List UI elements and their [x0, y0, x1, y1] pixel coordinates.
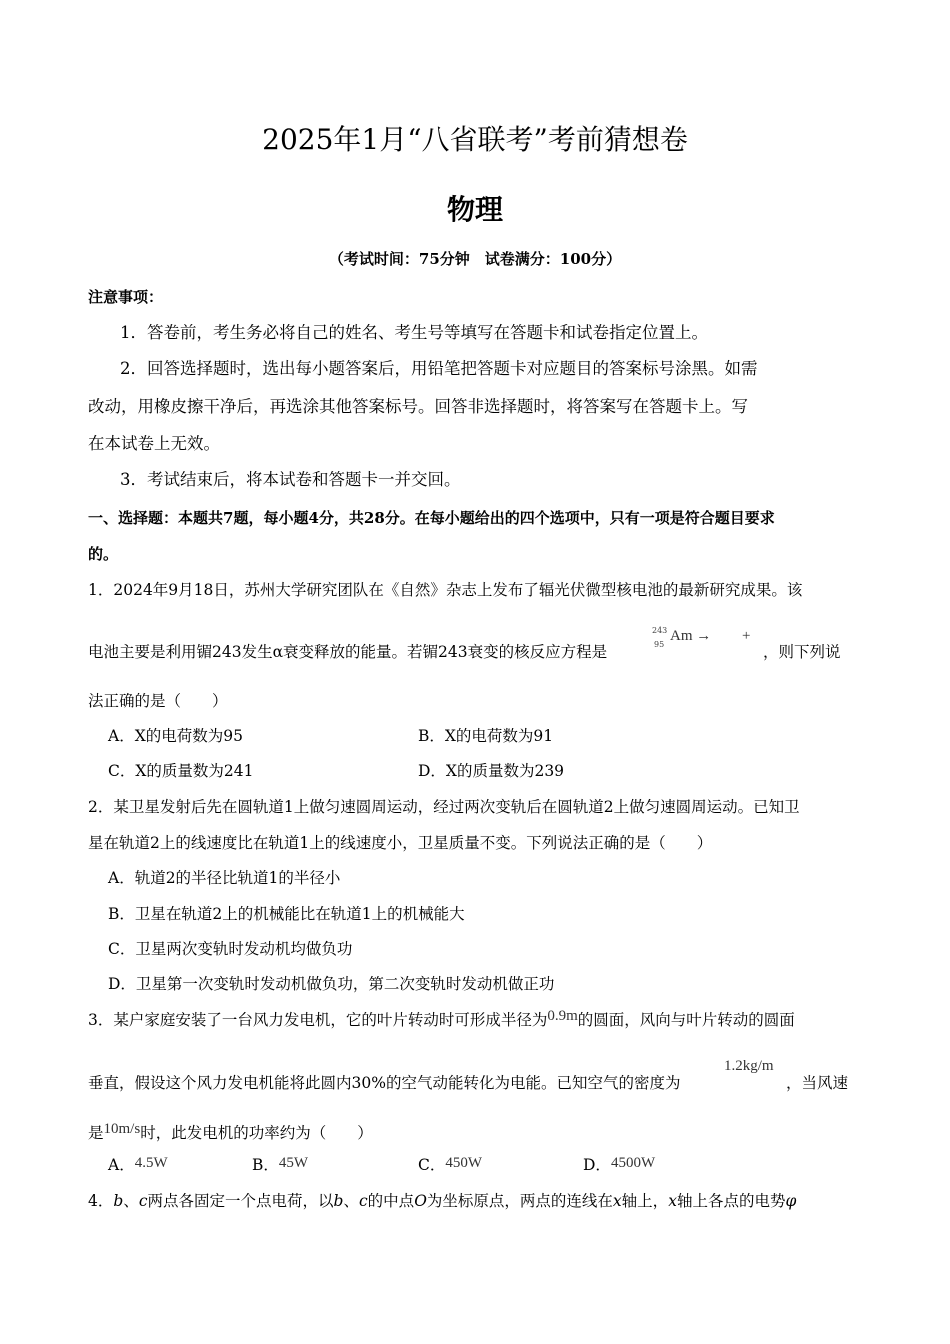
question-3-option-c: [418, 1153, 482, 1175]
notice-item-3: 3．考试结束后，将本试卷和答题卡一并交回。: [120, 470, 461, 489]
question-2-option-c: C．卫星两次变轨时发动机均做负功: [108, 940, 353, 958]
question-3-option-b: [252, 1153, 308, 1175]
q4-x-2: x: [668, 1192, 677, 1210]
q4-sep: 、: [123, 1192, 139, 1210]
q4-text-4: 轴上，: [621, 1192, 669, 1210]
question-3-line-3-b: 时，此发电机的功率约为（ ）: [140, 1124, 373, 1142]
formula-plus: +: [742, 628, 751, 644]
question-3-line-1-a: 3．某户家庭安装了一台风力发电机，它的叶片转动时可形成半径为: [88, 1011, 548, 1029]
question-2-line-1: 2．某卫星发射后先在圆轨道1上做匀速圆周运动，经过两次变轨后在圆轨道2上做匀速圆周运动。已知卫: [88, 798, 800, 816]
q4-x-1: x: [612, 1192, 622, 1210]
question-4-line-1: [88, 1189, 796, 1211]
exam-info: （考试时间：75分钟 试卷满分：100分）: [328, 250, 622, 268]
question-3-option-a: [108, 1153, 168, 1175]
q4-c-2: c: [358, 1192, 368, 1210]
question-3-line-3-a: 是: [88, 1124, 104, 1142]
question-3-line-1-b: 的圆面，风向与叶片转动的圆面: [577, 1011, 795, 1029]
question-1-option-a: A．X的电荷数为95: [108, 727, 243, 745]
option-d-value: 4500W: [610, 1155, 656, 1171]
question-2-option-d: D．卫星第一次变轨时发动机做负功，第二次变轨时发动机做正功: [108, 975, 555, 993]
question-1-line-2: 电池主要是利用镅243发生α衰变释放的能量。若镅243衰变的核反应方程是: [88, 643, 608, 661]
q4-b-2: b: [333, 1192, 344, 1210]
question-2-option-a: A．轨道2的半径比轨道1的半径小: [108, 869, 341, 887]
section-1-heading-line-1: 一、选择题：本题共7题，每小题4分，共28分。在每小题给出的四个选项中，只有一项是符合题目要求: [88, 509, 775, 527]
question-1-line-3: 法正确的是（ ）: [88, 692, 228, 710]
q4-text-1: 两点各固定一个点电荷，以: [147, 1192, 334, 1210]
question-2-line-2: 星在轨道2上的线速度比在轨道1上的线速度小，卫星质量不变。下列说法正确的是（ ）: [88, 834, 713, 852]
notice-item-1: 1．答卷前，考生务必将自己的姓名、考生号等填写在答题卡和试卷指定位置上。: [120, 323, 708, 342]
nuclear-equation: [652, 624, 762, 654]
q4-c: c: [138, 1192, 148, 1210]
option-b-value: 45W: [278, 1155, 309, 1171]
question-1-option-d: D．X的质量数为239: [418, 762, 565, 780]
subject-heading: 物理: [446, 193, 503, 226]
density-value: 1.2kg/m: [724, 1058, 774, 1074]
q4-number: 4．: [88, 1192, 114, 1210]
option-c-value: 450W: [445, 1155, 483, 1171]
question-3-line-2: 垂直，假设这个风力发电机能将此圆内30%的空气动能转化为电能。已知空气的密度为: [88, 1074, 681, 1092]
formula-charge-number: 95: [654, 640, 665, 649]
notice-item-2-line-2: 改动，用橡皮擦干净后，再选涂其他答案标号。回答非选择题时，将答案写在答题卡上。写: [88, 397, 748, 416]
q4-b: b: [113, 1192, 124, 1210]
question-2-option-b: B．卫星在轨道2上的机械能比在轨道1上的机械能大: [108, 905, 465, 923]
question-3-option-d: [583, 1153, 655, 1175]
notice-item-2-line-1: 2．回答选择题时，选出每小题答案后，用铅笔把答题卡对应题目的答案标号涂黑。如需: [120, 359, 758, 378]
q4-phi: φ: [785, 1192, 797, 1210]
wind-speed-value: 10m/s: [103, 1121, 141, 1137]
section-1-heading-line-2: 的。: [88, 545, 119, 563]
q4-text-5: 轴上各点的电势: [676, 1192, 786, 1210]
q4-text-3: 为坐标原点，两点的连线在: [426, 1192, 613, 1210]
option-a-label: A．: [108, 1156, 135, 1174]
option-a-value: 4.5W: [134, 1155, 168, 1171]
q4-sep-2: 、: [343, 1192, 359, 1210]
question-1-option-c: C．X的质量数为241: [108, 762, 254, 780]
option-b-label: B．: [252, 1156, 279, 1174]
notice-item-2-line-3: 在本试卷上无效。: [88, 434, 220, 453]
page-title: 2025年1月“八省联考”考前猜想卷: [262, 123, 688, 156]
q4-origin: O: [414, 1192, 427, 1210]
question-3-line-2-end: ，当风速: [786, 1074, 849, 1092]
question-1-line-2-end: ，则下列说: [763, 643, 841, 661]
formula-mass-number: 243: [652, 626, 668, 635]
question-3-line-1: [88, 1008, 795, 1030]
q4-text-2: 的中点: [367, 1192, 415, 1210]
question-1-option-b: B．X的电荷数为91: [418, 727, 554, 745]
option-c-label: C．: [418, 1156, 446, 1174]
question-3-line-3: [88, 1121, 373, 1143]
radius-value: 0.9m: [547, 1008, 578, 1024]
option-d-label: D．: [583, 1156, 611, 1174]
notice-heading: 注意事项：: [88, 288, 164, 306]
formula-symbol: Am →: [670, 628, 712, 644]
question-1-line-1: 1．2024年9月18日，苏州大学研究团队在《自然》杂志上发布了辐光伏微型核电池的最新研究成果。该: [88, 581, 803, 599]
